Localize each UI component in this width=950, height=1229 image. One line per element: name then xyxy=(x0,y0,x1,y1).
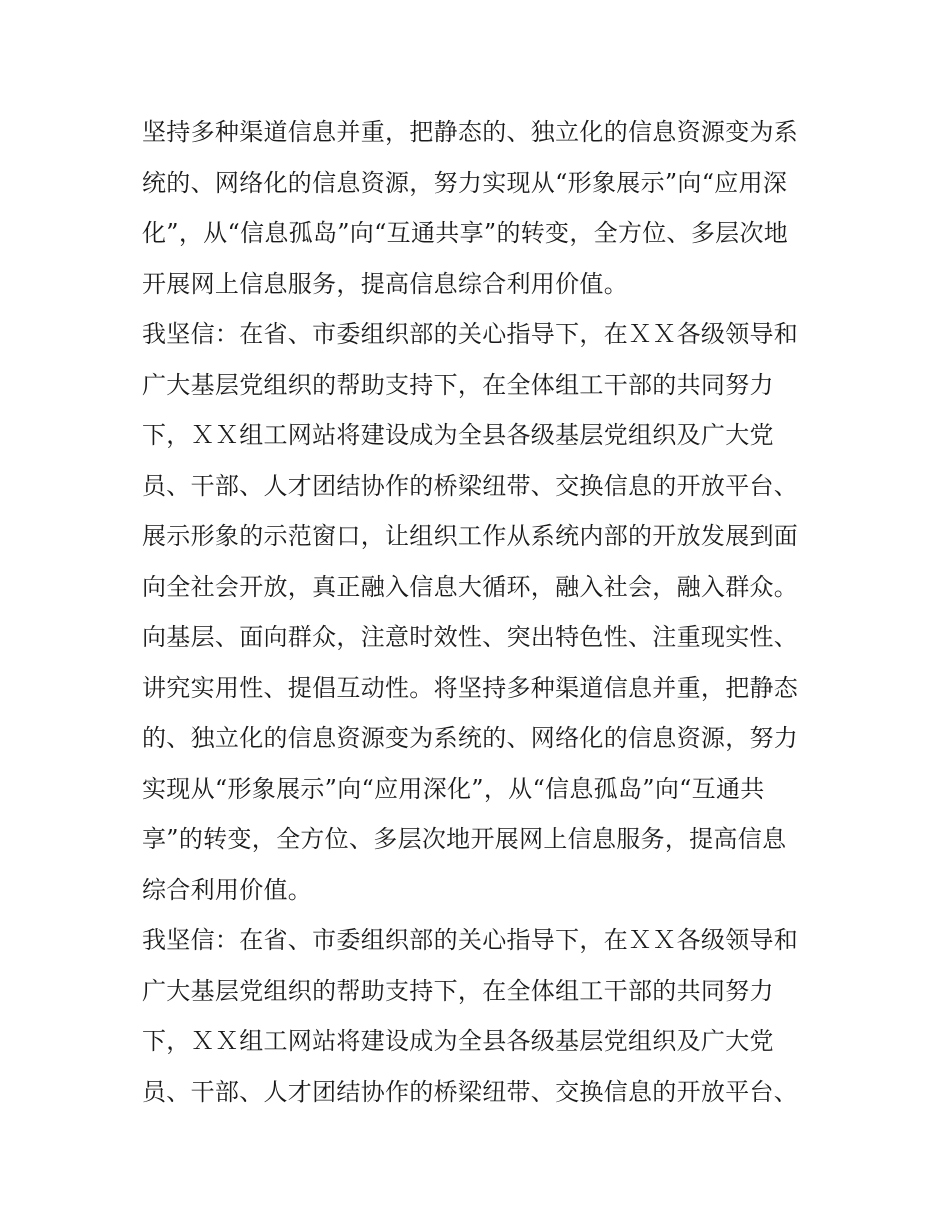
text-line-5: 我坚信：在省、市委组织部的关心指导下，在ＸＸ各级领导和 xyxy=(142,320,799,348)
text-line-9: 展示形象的示范窗口，让组织工作从系统内部的开放发展到面 xyxy=(142,522,799,550)
text-line-11: 向基层、面向群众，注意时效性、突出特色性、注重现实性、 xyxy=(142,623,799,651)
document-body xyxy=(142,107,822,1117)
text-line-2: 统的、网络化的信息资源，努力实现从“形象展示”向“应用深 xyxy=(142,168,788,197)
text-line-7: 下，ＸＸ组工网站将建设成为全县各级基层党组织及广大党 xyxy=(142,421,774,449)
text-line-1: 坚持多种渠道信息并重，把静态的、独立化的信息资源变为系 xyxy=(142,118,799,146)
text-line-14: 实现从“形象展示”向“应用深化”，从“信息孤岛”向“互通共 xyxy=(142,774,765,803)
text-line-18: 广大基层党组织的帮助支持下，在全体组工干部的共同努力 xyxy=(142,976,774,1005)
text-line-6: 广大基层党组织的帮助支持下，在全体组工干部的共同努力 xyxy=(142,370,774,399)
text-line-3: 化”，从“信息孤岛”向“互通共享”的转变，全方位、多层次地 xyxy=(142,219,789,247)
text-line-17: 我坚信：在省、市委组织部的关心指导下，在ＸＸ各级领导和 xyxy=(142,926,799,954)
text-line-10: 向全社会开放，真正融入信息大循环，融入社会，融入群众。 xyxy=(142,572,799,601)
text-line-16: 综合利用价值。 xyxy=(142,875,313,904)
text-line-20: 员、干部、人才团结协作的桥梁纽带、交换信息的开放平台、 xyxy=(142,1077,799,1106)
text-line-4: 开展网上信息服务，提高信息综合利用价值。 xyxy=(142,269,628,298)
text-line-19: 下，ＸＸ组工网站将建设成为全县各级基层党组织及广大党 xyxy=(142,1027,774,1055)
text-line-13: 的、独立化的信息资源变为系统的、网络化的信息资源，努力 xyxy=(142,724,799,752)
text-line-12: 讲究实用性、提倡互动性。将坚持多种渠道信息并重，把静态 xyxy=(142,673,799,702)
text-line-15: 享”的转变，全方位、多层次地开展网上信息服务，提高信息 xyxy=(142,825,787,853)
text-line-8: 员、干部、人才团结协作的桥梁纽带、交换信息的开放平台、 xyxy=(142,471,799,500)
